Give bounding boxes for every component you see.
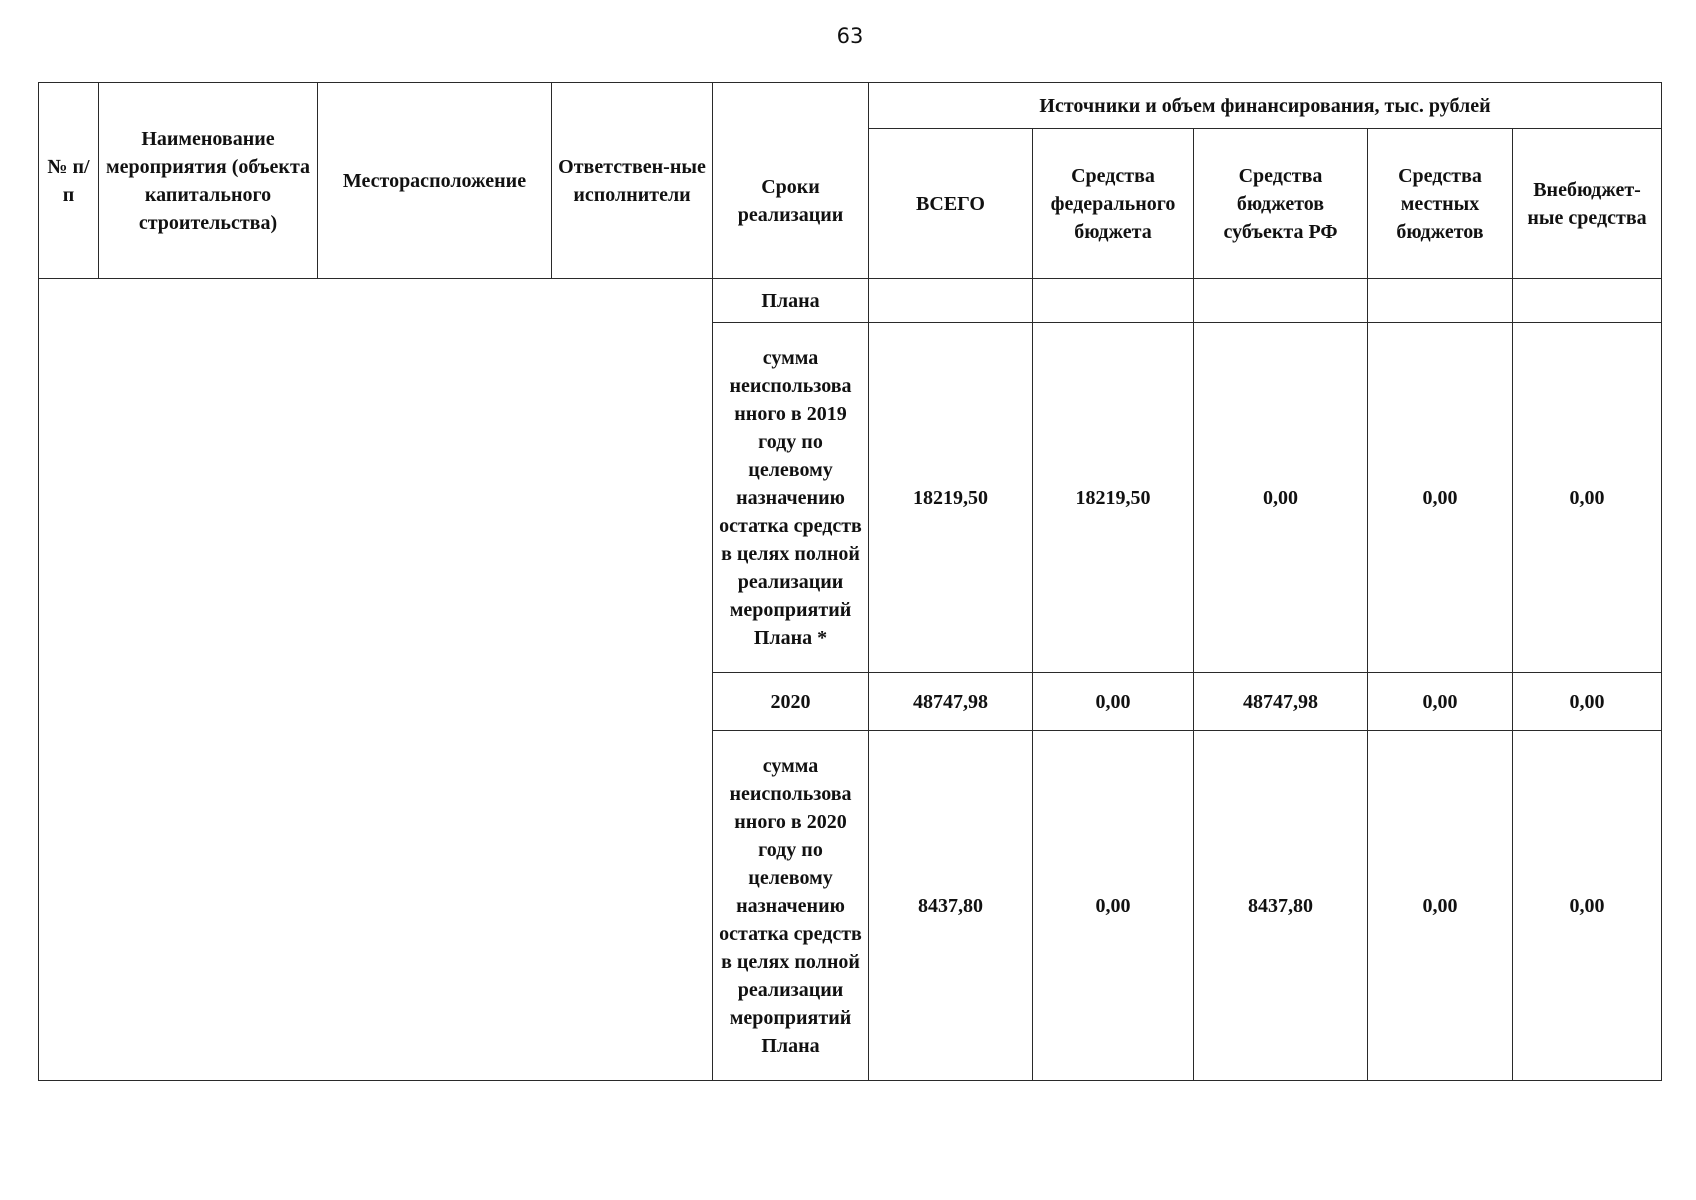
federal-cell: 18219,50	[1033, 323, 1194, 673]
extra-cell	[1513, 279, 1662, 323]
local-cell: 0,00	[1368, 323, 1513, 673]
extra-cell: 0,00	[1513, 731, 1662, 1081]
total-cell: 18219,50	[869, 323, 1033, 673]
local-cell	[1368, 279, 1513, 323]
total-cell: 48747,98	[869, 673, 1033, 731]
header-num: № п/п	[39, 83, 99, 279]
period-cell: Плана	[713, 279, 869, 323]
regional-cell: 8437,80	[1194, 731, 1368, 1081]
header-federal: Средства федерального бюджета	[1033, 129, 1194, 279]
header-local: Средства местных бюджетов	[1368, 129, 1513, 279]
regional-cell: 0,00	[1194, 323, 1368, 673]
header-funding-group: Источники и объем финансирования, тыс. рублей	[869, 83, 1662, 129]
period-cell: 2020	[713, 673, 869, 731]
table-row	[39, 279, 1662, 323]
header-executors: Ответствен-ные исполнители	[552, 83, 713, 279]
header-regional: Средства бюджетов субъекта РФ	[1194, 129, 1368, 279]
total-cell	[869, 279, 1033, 323]
financing-table	[38, 82, 1662, 1081]
extra-cell: 0,00	[1513, 673, 1662, 731]
period-cell: сумма неиспользова нного в 2020 году по целевому назначению остатка средств в целях полной реализации мероприятий Плана	[713, 731, 869, 1081]
regional-cell: 48747,98	[1194, 673, 1368, 731]
regional-cell	[1194, 279, 1368, 323]
local-cell: 0,00	[1368, 673, 1513, 731]
federal-cell: 0,00	[1033, 673, 1194, 731]
merged-blank-cell	[39, 279, 713, 1081]
federal-cell	[1033, 279, 1194, 323]
header-extra: Внебюджет-ные средства	[1513, 129, 1662, 279]
period-cell: сумма неиспользова нного в 2019 году по целевому назначению остатка средств в целях полной реализации мероприятий Плана *	[713, 323, 869, 673]
total-cell: 8437,80	[869, 731, 1033, 1081]
local-cell: 0,00	[1368, 731, 1513, 1081]
header-row-1	[39, 83, 1662, 129]
extra-cell: 0,00	[1513, 323, 1662, 673]
header-total: ВСЕГО	[869, 129, 1033, 279]
page-number: 63	[836, 24, 864, 48]
header-name: Наименование мероприятия (объекта капитального строительства)	[99, 83, 318, 279]
header-period: Сроки реализации	[713, 83, 869, 279]
federal-cell: 0,00	[1033, 731, 1194, 1081]
header-location: Месторасположение	[318, 83, 552, 279]
